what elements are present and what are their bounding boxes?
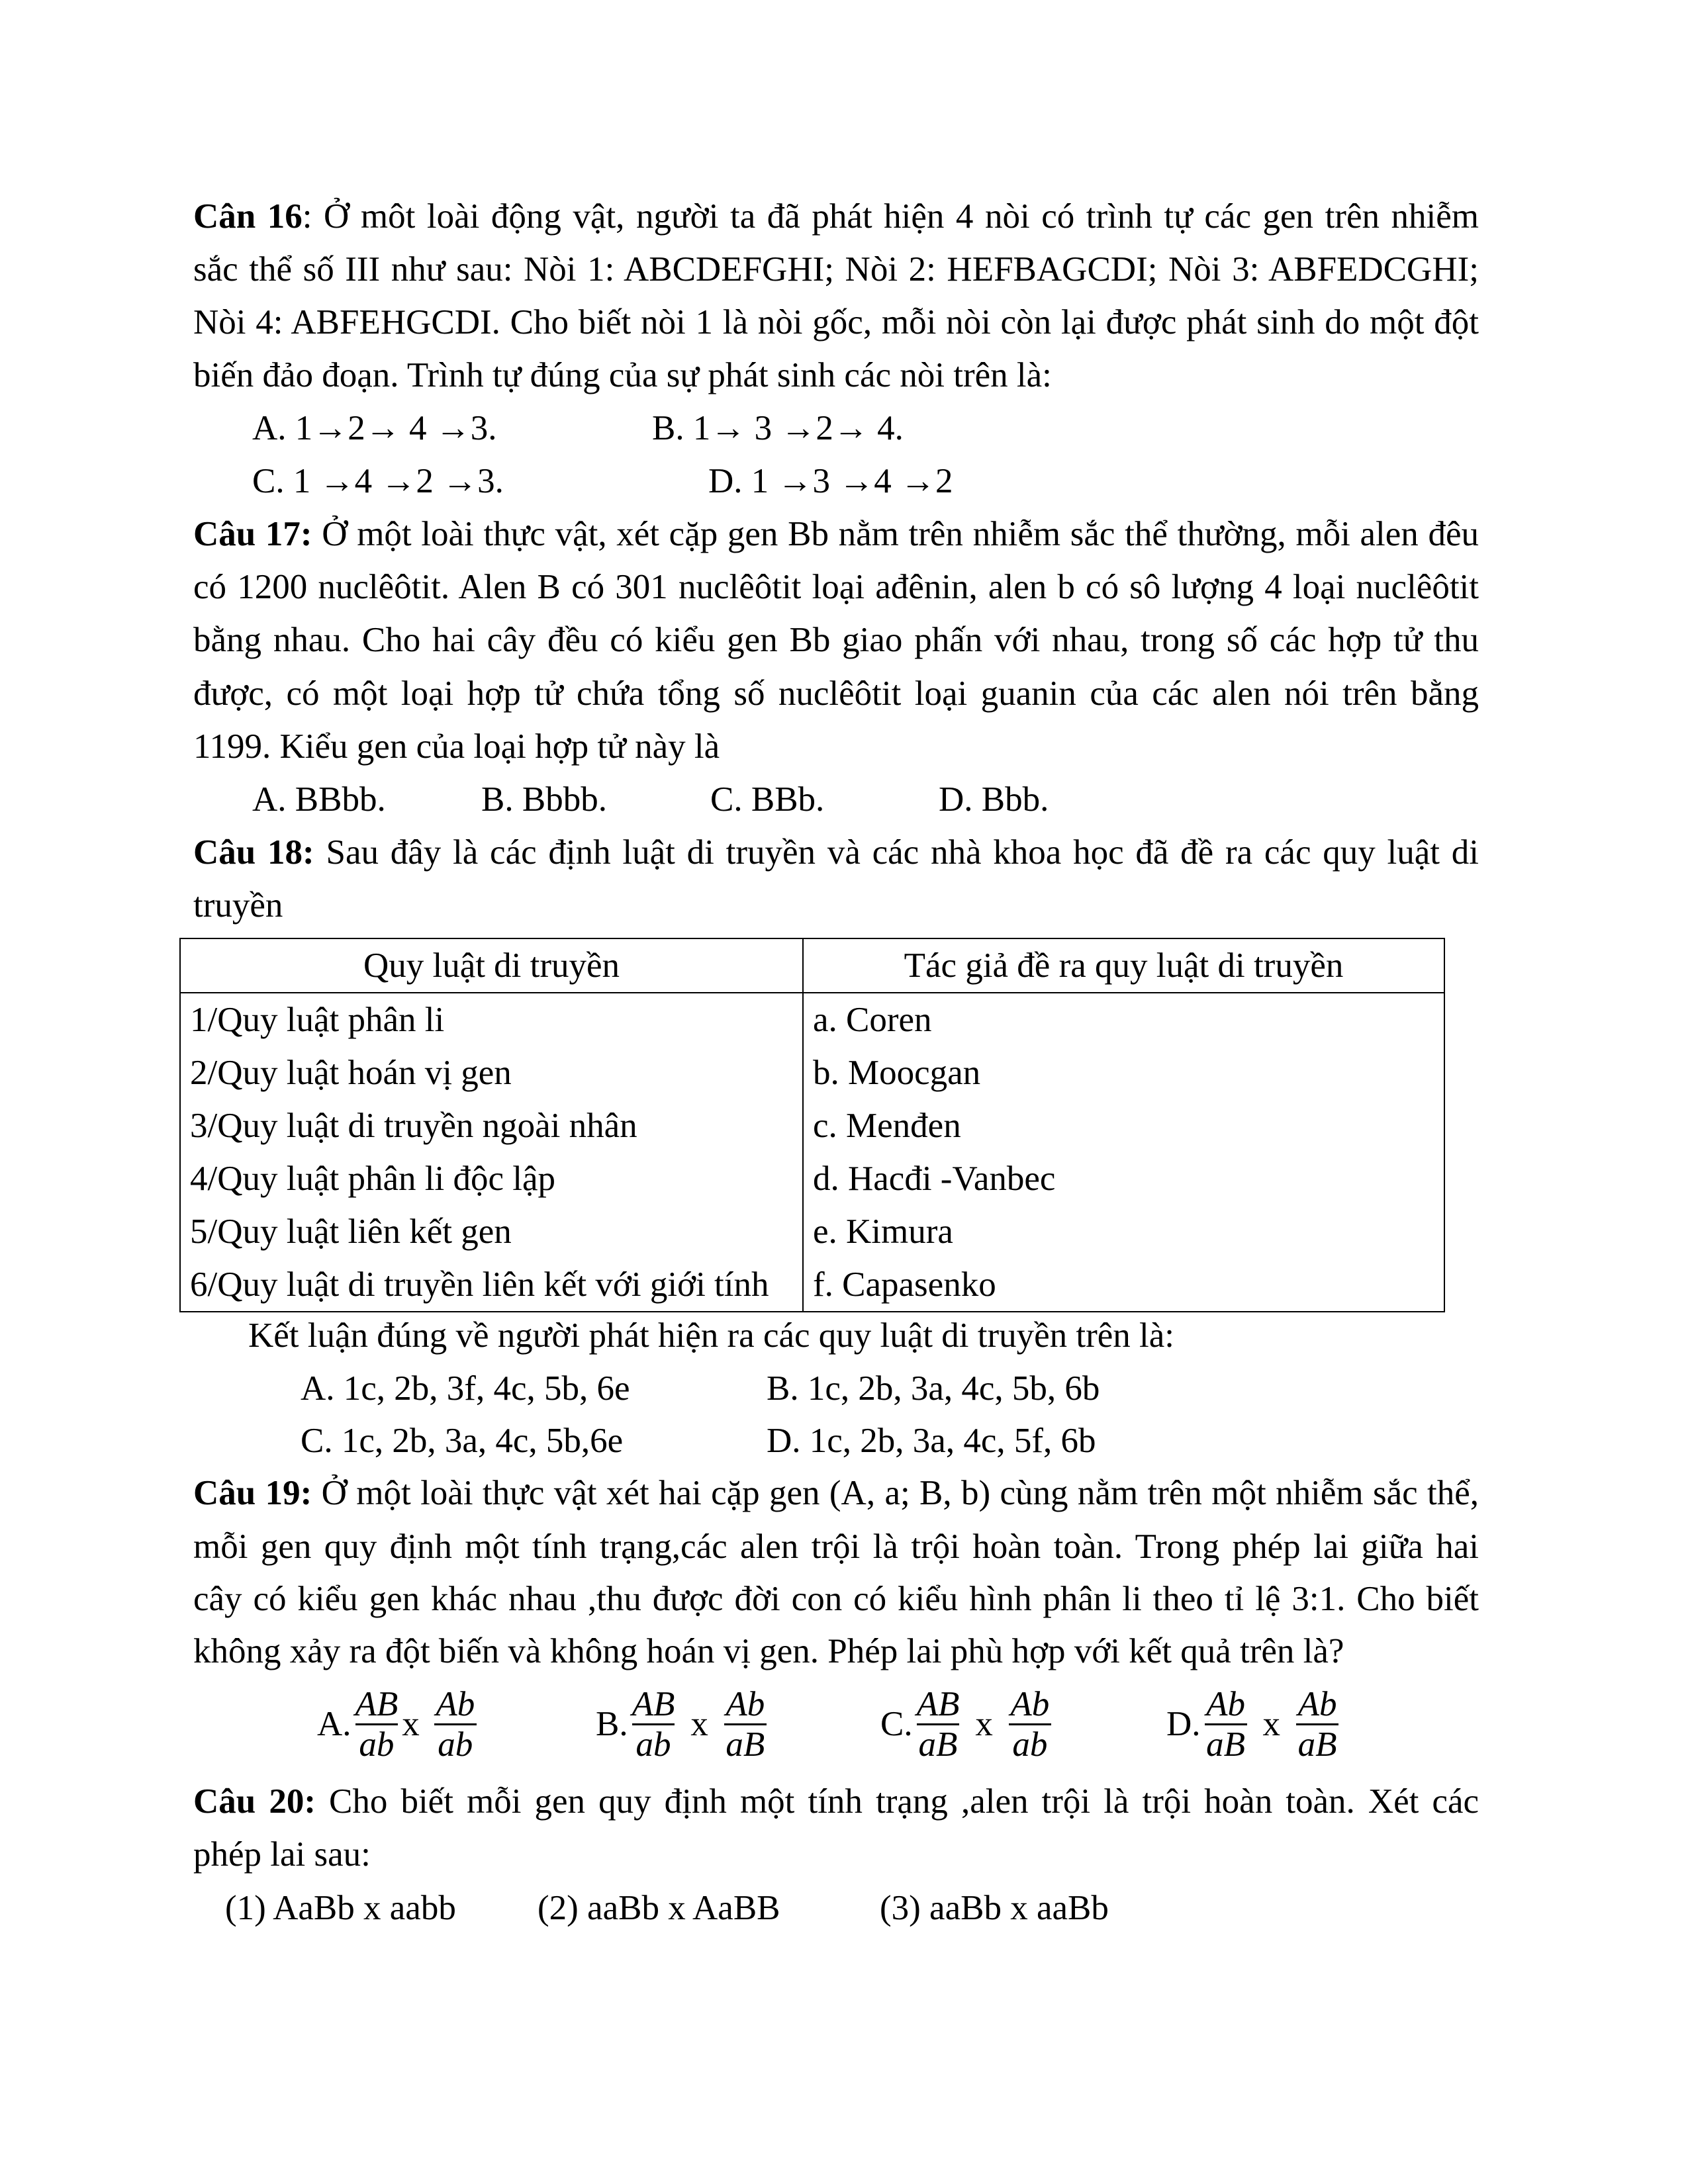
q17-option-a: A. BBbb.	[252, 780, 386, 819]
law-cell: 1/Quy luật phân li	[180, 993, 803, 1046]
q16-line	[193, 190, 1479, 243]
q20-line: phép lai sau:	[193, 1835, 371, 1874]
numerator: Ab	[1206, 1684, 1245, 1723]
q19-option-c	[880, 1684, 1055, 1764]
header-law: Quy luật di truyền	[180, 938, 803, 993]
author-cell: e. Kimura	[803, 1205, 1444, 1258]
q17-line	[193, 508, 1479, 561]
q20-cross-3: (3) aaBb x aaBb	[880, 1889, 1109, 1927]
genotype-fraction	[632, 1685, 675, 1764]
cross-sign: x	[1262, 1705, 1281, 1743]
genotype-fraction	[917, 1685, 960, 1764]
q16-option-b: B. 1→ 3 →2→ 4.	[652, 409, 904, 447]
q16-line: Nòi 4: ABFEHGCDI. Cho biết nòi 1 là nòi gốc, mỗi nòi còn lại được phát sinh do một đột	[193, 303, 1479, 341]
denominator: aB	[1206, 1725, 1245, 1764]
table-row	[180, 1046, 1444, 1099]
option-letter: D.	[1166, 1705, 1201, 1743]
genotype-fraction	[434, 1685, 477, 1764]
denominator: ab	[438, 1725, 473, 1764]
q16-option-d: D. 1 →3 →4 →2	[708, 462, 953, 500]
genotype-fraction	[1205, 1685, 1247, 1764]
q17-line: 1199. Kiểu gen của loại hợp tử này là	[193, 727, 720, 766]
q16-line: biến đảo đoạn. Trình tự đúng của sự phát sinh các nòi trên là:	[193, 356, 1052, 394]
q17-line: có 1200 nuclêôtit. Alen B có 301 nuclêôtit loại ađênin, alen b có sô lượng 4 loại nuclêôtit	[193, 568, 1479, 606]
q20-cross-2: (2) aaBb x AaBB	[538, 1889, 780, 1927]
q18-option-a: A. 1c, 2b, 3f, 4c, 5b, 6e	[301, 1369, 630, 1408]
table-row	[180, 993, 1444, 1046]
numerator: Ab	[1010, 1684, 1050, 1723]
cross-sign: x	[975, 1705, 993, 1743]
numerator: Ab	[1297, 1684, 1337, 1723]
denominator: ab	[635, 1725, 671, 1764]
author-cell: f. Capasenko	[803, 1258, 1444, 1312]
q18-label: Câu 18:	[193, 833, 314, 872]
q19-option-a	[317, 1684, 481, 1764]
genotype-fraction	[1009, 1685, 1051, 1764]
q20-cross-1: (1) AaBb x aabb	[225, 1889, 456, 1927]
law-cell: 3/Quy luật di truyền ngoài nhân	[180, 1099, 803, 1152]
denominator: aB	[918, 1725, 958, 1764]
q19-line: không xảy ra đột biến và không hoán vị gen. Phép lai phù hợp với kết quả trên là?	[193, 1632, 1344, 1670]
q18-line: truyền	[193, 886, 283, 925]
numerator: AB	[916, 1684, 960, 1723]
numerator: AB	[632, 1684, 675, 1723]
numerator: Ab	[726, 1684, 765, 1723]
q18-option-d: D. 1c, 2b, 3a, 4c, 5f, 6b	[767, 1422, 1096, 1460]
denominator: aB	[726, 1725, 765, 1764]
genotype-fraction	[724, 1685, 767, 1764]
q17-text: Ở một loài thực vật, xét cặp gen Bb nằm trên nhiễm sắc thể thường, mỗi alen đêu	[312, 515, 1479, 553]
q19-line	[193, 1467, 1479, 1520]
cross-sign: x	[402, 1705, 420, 1743]
q16-label: Cân 16	[193, 197, 303, 236]
q17-label: Câu 17:	[193, 515, 312, 553]
q20-text: Cho biết mỗi gen quy định một tính trạng ,alen trội là trội hoàn toàn. Xét các	[315, 1782, 1479, 1821]
q19-line: mỗi gen quy định một tính trạng,các alen trội là trội hoàn toàn. Trong phép lai giữa hai	[193, 1527, 1479, 1566]
table-row	[180, 1205, 1444, 1258]
table-header-row	[180, 938, 1444, 993]
q18-option-c: C. 1c, 2b, 3a, 4c, 5b,6e	[301, 1422, 624, 1460]
author-cell: c. Menđen	[803, 1099, 1444, 1152]
table-row	[180, 1099, 1444, 1152]
q19-text: Ở một loài thực vật xét hai cặp gen (A, a; B, b) cùng nằm trên một nhiễm sắc thể,	[312, 1474, 1479, 1512]
q17-option-d: D. Bbb.	[939, 780, 1049, 819]
q18-text: Sau đây là các định luật di truyền và các nhà khoa học đã đề ra các quy luật di	[314, 833, 1479, 872]
denominator: aB	[1297, 1725, 1337, 1764]
genotype-fraction	[355, 1685, 399, 1764]
q19-line: cây có kiểu gen khác nhau ,thu được đời con có kiểu hình phân li theo tỉ lệ 3:1. Cho biết	[193, 1580, 1479, 1618]
q17-line: được, có một loại hợp tử chứa tổng số nuclêôtit loại guanin của các alen nói trên bằng	[193, 674, 1479, 713]
table-row	[180, 1152, 1444, 1205]
laws-table	[179, 938, 1445, 1312]
cross-sign: x	[690, 1705, 708, 1743]
q16-line: sắc thể số III như sau: Nòi 1: ABCDEFGHI; Nòi 2: HEFBAGCDI; Nòi 3: ABFEDCGHI;	[193, 250, 1479, 289]
table-row	[180, 1258, 1444, 1312]
q20-line	[193, 1775, 1479, 1828]
numerator: AB	[355, 1684, 399, 1723]
law-cell: 5/Quy luật liên kết gen	[180, 1205, 803, 1258]
genotype-fraction	[1296, 1685, 1338, 1764]
q18-option-b: B. 1c, 2b, 3a, 4c, 5b, 6b	[767, 1369, 1100, 1408]
law-cell: 6/Quy luật di truyền liên kết với giới tính	[180, 1258, 803, 1312]
q19-option-b	[596, 1684, 771, 1764]
numerator: Ab	[436, 1684, 475, 1723]
option-letter: B.	[596, 1705, 628, 1743]
author-cell: d. Hacđi -Vanbec	[803, 1152, 1444, 1205]
header-author: Tác giả đề ra quy luật di truyền	[803, 938, 1444, 993]
q17-line: bằng nhau. Cho hai cây đều có kiểu gen Bb giao phấn với nhau, trong số các hợp tử thu	[193, 621, 1479, 659]
denominator: ab	[359, 1725, 395, 1764]
q17-option-c: C. BBb.	[710, 780, 825, 819]
q18-conclusion: Kết luận đúng về người phát hiện ra các quy luật di truyền trên là:	[248, 1316, 1174, 1355]
q16-option-c: C. 1 →4 →2 →3.	[252, 462, 504, 500]
q16-option-a: A. 1→2→ 4 →3.	[252, 409, 497, 447]
q18-line	[193, 826, 1479, 879]
denominator: ab	[1012, 1725, 1048, 1764]
q19-option-d	[1166, 1684, 1342, 1764]
q20-label: Câu 20:	[193, 1782, 316, 1821]
q16-text: : Ở môt loài động vật, người ta đã phát hiện 4 nòi có trình tự các gen trên nhiễm	[302, 197, 1479, 236]
law-cell: 4/Quy luật phân li độc lập	[180, 1152, 803, 1205]
option-letter: C.	[880, 1705, 913, 1743]
option-letter: A.	[317, 1705, 352, 1743]
q19-label: Câu 19:	[193, 1474, 312, 1512]
author-cell: a. Coren	[803, 993, 1444, 1046]
law-cell: 2/Quy luật hoán vị gen	[180, 1046, 803, 1099]
author-cell: b. Moocgan	[803, 1046, 1444, 1099]
q17-option-b: B. Bbbb.	[481, 780, 607, 819]
